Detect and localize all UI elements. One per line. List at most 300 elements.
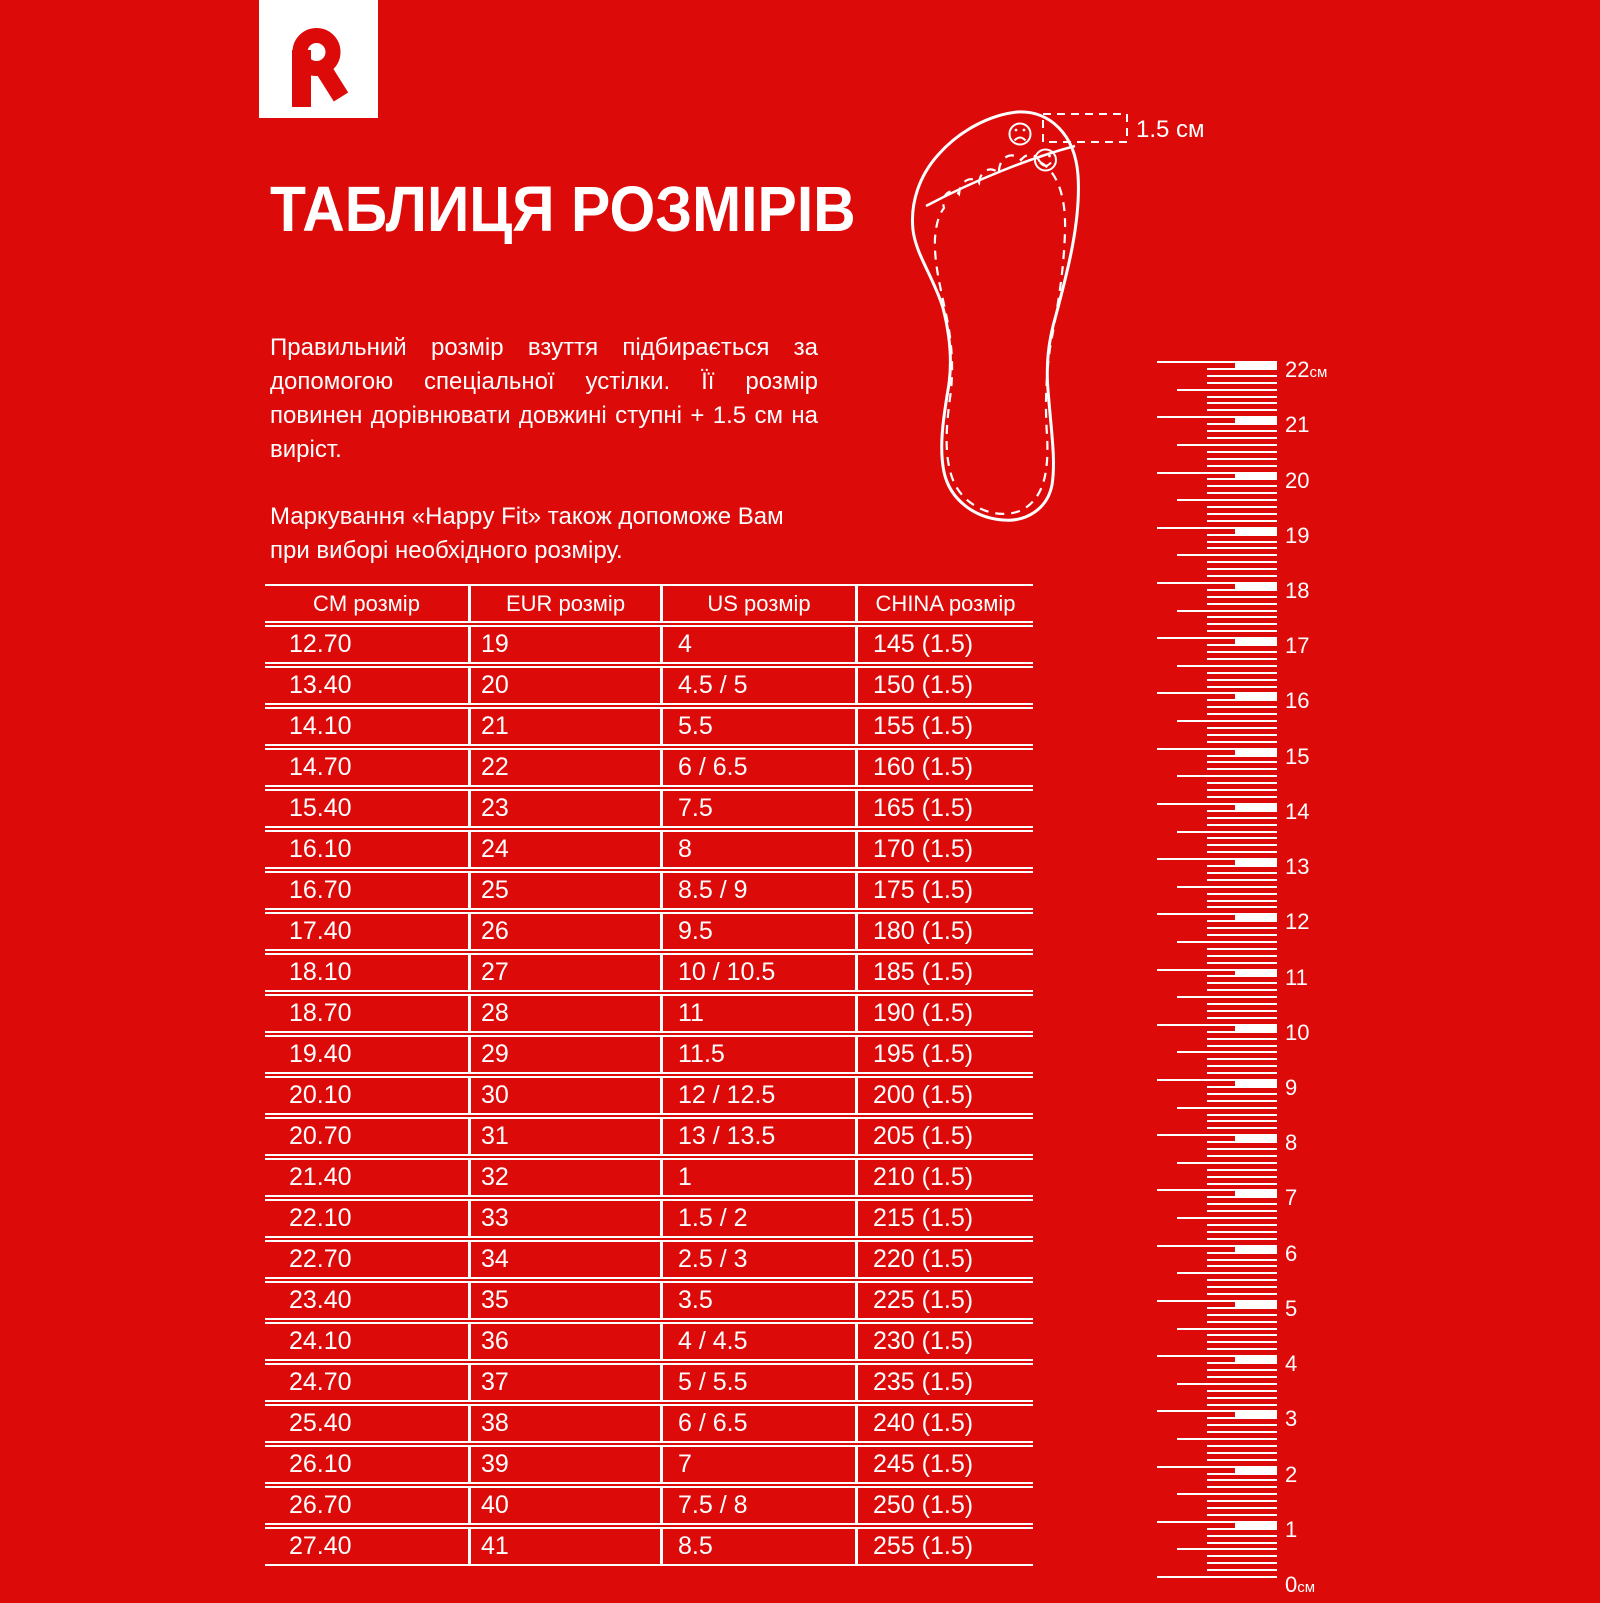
- ruler-half-tick: [1177, 996, 1277, 998]
- ruler-mm-tick: [1207, 492, 1277, 494]
- ruler-mm-tick: [1207, 603, 1277, 605]
- ruler-mm-tick: [1207, 1431, 1277, 1433]
- ruler-number: 2: [1285, 1461, 1298, 1487]
- ruler-number: 20: [1285, 467, 1310, 493]
- ruler-mm-tick: [1207, 1259, 1277, 1261]
- table-cell: 4: [663, 627, 858, 662]
- table-row: [265, 871, 1033, 910]
- ruler-mm-tick: [1207, 1038, 1277, 1040]
- ruler-mm-tick: [1207, 1017, 1277, 1019]
- table-cell: 21: [471, 709, 663, 744]
- ruler-number: 14: [1285, 798, 1310, 824]
- ruler-mm-tick: [1207, 485, 1277, 487]
- ruler-mm-tick: [1207, 1535, 1277, 1537]
- ruler-mm-tick: [1207, 1417, 1277, 1419]
- ruler-mm-tick: [1207, 409, 1277, 411]
- brand-logo: [259, 0, 378, 118]
- table-cell: 19.40: [265, 1037, 471, 1072]
- ruler-mm-tick: [1207, 948, 1277, 950]
- ruler-mm-tick: [1207, 630, 1277, 632]
- table-cell: 6 / 6.5: [663, 1406, 858, 1441]
- table-row: [265, 789, 1033, 828]
- ruler-mm-tick: [1207, 1334, 1277, 1336]
- allowance-dashed-box: [1043, 114, 1127, 142]
- table-row: [265, 994, 1033, 1033]
- ruler-number: 18: [1285, 577, 1310, 603]
- ruler-half-tick: [1177, 389, 1277, 391]
- table-cell: 5.5: [663, 709, 858, 744]
- ruler-number: 1: [1285, 1516, 1298, 1542]
- ruler-mm-tick: [1207, 1486, 1277, 1488]
- ruler-mm-tick: [1207, 679, 1277, 681]
- ruler-mm-tick: [1207, 1348, 1277, 1350]
- ruler-mm-tick: [1207, 1100, 1277, 1102]
- ruler-mm-tick: [1207, 465, 1277, 467]
- ruler-mm-tick: [1207, 1224, 1277, 1226]
- table-row: [265, 1486, 1033, 1525]
- table-cell: 155 (1.5): [873, 712, 974, 740]
- ruler-mm-tick: [1207, 561, 1277, 563]
- ruler-mm-tick: [1207, 1452, 1277, 1454]
- size-table-body: [265, 625, 1033, 1566]
- ruler-mm-tick: [1207, 451, 1277, 453]
- ruler-mm-tick: [1207, 458, 1277, 460]
- ruler-half-tick: [1177, 444, 1277, 446]
- table-cell: 3.5: [663, 1283, 858, 1318]
- ruler-mm-tick: [1207, 1362, 1277, 1364]
- table-cell: 245 (1.5): [873, 1450, 974, 1478]
- ruler-mm-tick: [1207, 1500, 1277, 1502]
- table-row: [265, 1363, 1033, 1402]
- ruler-label: [1285, 469, 1309, 493]
- table-cell: 22.70: [265, 1242, 471, 1277]
- ruler-mm-tick: [1207, 1376, 1277, 1378]
- table-cell: 170 (1.5): [873, 835, 974, 863]
- ruler-mm-tick: [1207, 1528, 1277, 1530]
- table-cell: 145 (1.5): [873, 630, 974, 658]
- ruler-half-tick: [1177, 1051, 1277, 1053]
- table-cell: 24.10: [265, 1324, 471, 1359]
- ruler-mm-tick: [1207, 1293, 1277, 1295]
- table-row: [265, 748, 1033, 787]
- ruler-mm-tick: [1207, 1196, 1277, 1198]
- ruler-mm-tick: [1207, 589, 1277, 591]
- ruler-mm-tick: [1207, 982, 1277, 984]
- ruler-mm-tick: [1207, 1155, 1277, 1157]
- ruler-number: 8: [1285, 1130, 1298, 1156]
- table-row: [265, 1404, 1033, 1443]
- ruler-mm-tick: [1207, 396, 1277, 398]
- table-cell: 11: [663, 996, 858, 1031]
- ruler-mm-tick: [1207, 1473, 1277, 1475]
- table-cell: 26: [471, 914, 663, 949]
- ruler-mm-tick: [1207, 478, 1277, 480]
- table-cell: 200 (1.5): [873, 1081, 974, 1109]
- ruler-mm-tick: [1207, 1120, 1277, 1122]
- ruler-mm-tick: [1207, 520, 1277, 522]
- ruler-label: [1285, 413, 1309, 437]
- ruler-label: [1285, 358, 1327, 385]
- ruler-mm-tick: [1207, 1176, 1277, 1178]
- sad-face-icon: [1010, 124, 1031, 145]
- table-cell: 21.40: [265, 1160, 471, 1195]
- ruler-half-tick: [1177, 720, 1277, 722]
- table-cell: 35: [471, 1283, 663, 1318]
- table-cell: 10 / 10.5: [663, 955, 858, 990]
- ruler-mm-tick: [1207, 1238, 1277, 1240]
- ruler-number: 3: [1285, 1406, 1298, 1432]
- ruler-mm-tick: [1207, 623, 1277, 625]
- table-cell: 235 (1.5): [873, 1368, 974, 1396]
- ruler-mm-tick: [1207, 402, 1277, 404]
- ruler-half-tick: [1177, 1493, 1277, 1495]
- table-row: [265, 1076, 1033, 1115]
- page-title: ТАБЛИЦЯ РОЗМІРІВ: [270, 173, 856, 245]
- ruler-mm-tick: [1207, 975, 1277, 977]
- ruler-mm-tick: [1207, 1445, 1277, 1447]
- ruler-mm-tick: [1207, 872, 1277, 874]
- column-header-us: US розмір: [663, 586, 858, 621]
- intro-text: [270, 331, 818, 568]
- table-cell: 5 / 5.5: [663, 1365, 858, 1400]
- ruler-mm-tick: [1207, 851, 1277, 853]
- ruler-mm-tick: [1207, 920, 1277, 922]
- ruler-mm-tick: [1207, 1507, 1277, 1509]
- table-cell: 27: [471, 955, 663, 990]
- table-cell: 185 (1.5): [873, 958, 974, 986]
- ruler-number: 4: [1285, 1351, 1298, 1377]
- ruler-half-tick: [1177, 941, 1277, 943]
- ruler-mm-tick: [1207, 727, 1277, 729]
- ruler-mm-tick: [1207, 1093, 1277, 1095]
- ruler-mm-tick: [1207, 437, 1277, 439]
- table-header-row: [265, 584, 1033, 623]
- table-cell: 39: [471, 1447, 663, 1482]
- table-row: [265, 912, 1033, 951]
- ruler-mm-tick: [1207, 906, 1277, 908]
- table-row: [265, 953, 1033, 992]
- ruler-half-tick: [1177, 1162, 1277, 1164]
- ruler-mm-tick: [1207, 817, 1277, 819]
- ruler-mm-tick: [1207, 1086, 1277, 1088]
- ruler-unit: см: [1309, 364, 1328, 381]
- ruler-mm-tick: [1207, 824, 1277, 826]
- table-cell: 11.5: [663, 1037, 858, 1072]
- table-cell: 32: [471, 1160, 663, 1195]
- ruler-mm-tick: [1207, 1148, 1277, 1150]
- table-cell: 8.5 / 9: [663, 873, 858, 908]
- table-cell: 23: [471, 791, 663, 826]
- ruler-mm-tick: [1207, 962, 1277, 964]
- table-cell: 220 (1.5): [873, 1245, 974, 1273]
- table-cell: 7: [663, 1447, 858, 1482]
- ruler-mm-tick: [1207, 844, 1277, 846]
- ruler-number: 21: [1285, 412, 1310, 438]
- table-cell: 6 / 6.5: [663, 750, 858, 785]
- table-cell: 1.5 / 2: [663, 1201, 858, 1236]
- ruler-half-tick: [1177, 1548, 1277, 1550]
- table-cell: 13.40: [265, 668, 471, 703]
- ruler-mm-tick: [1207, 1031, 1277, 1033]
- ruler-mm-tick: [1207, 1397, 1277, 1399]
- ruler-half-tick: [1177, 1438, 1277, 1440]
- ruler-mm-tick: [1207, 1562, 1277, 1564]
- ruler-mm-tick: [1207, 1514, 1277, 1516]
- ruler-label: [1285, 1297, 1297, 1321]
- ruler-mm-tick: [1207, 382, 1277, 384]
- table-cell: 160 (1.5): [873, 753, 974, 781]
- ruler-mm-tick: [1207, 575, 1277, 577]
- ruler-number: 0: [1285, 1572, 1298, 1598]
- ruler-mm-tick: [1207, 1065, 1277, 1067]
- table-cell: 165 (1.5): [873, 794, 974, 822]
- ruler-mm-tick: [1207, 513, 1277, 515]
- ruler-number: 9: [1285, 1075, 1298, 1100]
- ruler-mm-tick: [1207, 1072, 1277, 1074]
- ruler-label: [1285, 1352, 1297, 1376]
- table-row: [265, 1527, 1033, 1566]
- ruler-label: [1285, 1518, 1297, 1542]
- table-cell: 41: [471, 1529, 663, 1564]
- table-row: [265, 1240, 1033, 1279]
- ruler-label: [1285, 689, 1309, 713]
- table-cell: 40: [471, 1488, 663, 1523]
- ruler-mm-tick: [1207, 1286, 1277, 1288]
- table-cell: 19: [471, 627, 663, 662]
- table-cell: 240 (1.5): [873, 1409, 974, 1437]
- ruler-half-tick: [1177, 1328, 1277, 1330]
- ruler-label: [1285, 1076, 1297, 1100]
- ruler: [1157, 357, 1427, 1603]
- ruler-mm-tick: [1207, 651, 1277, 653]
- ruler-half-tick: [1177, 554, 1277, 556]
- ruler-label: [1285, 524, 1309, 548]
- ruler-label: [1285, 1021, 1309, 1045]
- table-cell: 16.10: [265, 832, 471, 867]
- table-cell: 23.40: [265, 1283, 471, 1318]
- ruler-mm-tick: [1207, 1114, 1277, 1116]
- ruler-half-tick: [1177, 1272, 1277, 1274]
- ruler-mm-tick: [1207, 1058, 1277, 1060]
- table-row: [265, 625, 1033, 664]
- ruler-mm-tick: [1207, 1479, 1277, 1481]
- table-row: [265, 1035, 1033, 1074]
- table-row: [265, 1158, 1033, 1197]
- table-cell: 225 (1.5): [873, 1286, 974, 1314]
- ruler-number: 10: [1285, 1019, 1310, 1045]
- ruler-mm-tick: [1207, 734, 1277, 736]
- table-cell: 29: [471, 1037, 663, 1072]
- ruler-mm-tick: [1207, 1203, 1277, 1205]
- table-cell: 1: [663, 1160, 858, 1195]
- table-cell: 18.70: [265, 996, 471, 1031]
- toe-line: [926, 146, 1075, 206]
- ruler-mm-tick: [1207, 658, 1277, 660]
- ruler-label: [1285, 1573, 1315, 1600]
- ruler-number: 16: [1285, 688, 1310, 714]
- table-cell: 8.5: [663, 1529, 858, 1564]
- ruler-mm-tick: [1207, 1459, 1277, 1461]
- ruler-mm-tick: [1207, 782, 1277, 784]
- ruler-mm-tick: [1207, 686, 1277, 688]
- ruler-mm-tick: [1207, 596, 1277, 598]
- ruler-number: 15: [1285, 743, 1310, 769]
- ruler-mm-tick: [1207, 768, 1277, 770]
- table-cell: 31: [471, 1119, 663, 1154]
- ruler-mm-tick: [1207, 672, 1277, 674]
- ruler-label: [1285, 745, 1309, 769]
- table-cell: 14.70: [265, 750, 471, 785]
- table-cell: 2.5 / 3: [663, 1242, 858, 1277]
- table-cell: 215 (1.5): [873, 1204, 974, 1232]
- ruler-half-tick: [1177, 831, 1277, 833]
- table-cell: 15.40: [265, 791, 471, 826]
- ruler-mm-tick: [1207, 699, 1277, 701]
- ruler-mm-tick: [1207, 1169, 1277, 1171]
- ruler-half-tick: [1177, 886, 1277, 888]
- table-cell: 22.10: [265, 1201, 471, 1236]
- table-cell: 8: [663, 832, 858, 867]
- ruler-mm-tick: [1207, 900, 1277, 902]
- table-cell: 190 (1.5): [873, 999, 974, 1027]
- ruler-mm-tick: [1207, 1321, 1277, 1323]
- ruler-mm-tick: [1207, 810, 1277, 812]
- ruler-mm-tick: [1207, 741, 1277, 743]
- table-cell: 34: [471, 1242, 663, 1277]
- ruler-number: 6: [1285, 1240, 1298, 1266]
- table-row: [265, 1445, 1033, 1484]
- column-header-china: CHINA розмір: [875, 590, 1016, 616]
- foot-outline-dashed: [935, 155, 1065, 514]
- ruler-mm-tick: [1207, 789, 1277, 791]
- table-cell: 255 (1.5): [873, 1532, 974, 1560]
- table-cell: 195 (1.5): [873, 1040, 974, 1068]
- allowance-label: 1.5 см: [1136, 116, 1205, 143]
- table-cell: 4.5 / 5: [663, 668, 858, 703]
- table-cell: 205 (1.5): [873, 1122, 974, 1150]
- intro-paragraph-2: Маркування «Happy Fit» також допоможе Вам при виборі необхідного розміру.: [270, 503, 784, 564]
- ruler-mm-tick: [1207, 1341, 1277, 1343]
- table-row: [265, 830, 1033, 869]
- ruler-label: [1285, 1407, 1297, 1431]
- ruler-mm-tick: [1207, 375, 1277, 377]
- table-cell: 24.70: [265, 1365, 471, 1400]
- table-cell: 18.10: [265, 955, 471, 990]
- ruler-unit: см: [1297, 1579, 1316, 1597]
- intro-paragraph-1: Правильний розмір взуття підбирається за допомогою спеціальної устілки. Її розмір повинен дорівнювати довжині ступні + 1.5 см на виріст.: [270, 334, 818, 463]
- table-row: [265, 1117, 1033, 1156]
- table-cell: 16.70: [265, 873, 471, 908]
- ruler-mm-tick: [1207, 1307, 1277, 1309]
- ruler-mm-tick: [1207, 1127, 1277, 1129]
- ruler-mm-tick: [1207, 1569, 1277, 1571]
- ruler-mm-tick: [1207, 506, 1277, 508]
- table-cell: 7.5: [663, 791, 858, 826]
- ruler-mm-tick: [1207, 989, 1277, 991]
- ruler-number: 22: [1285, 357, 1310, 382]
- ruler-mm-tick: [1207, 368, 1277, 370]
- ruler-mm-tick: [1207, 1390, 1277, 1392]
- table-cell: 20.10: [265, 1078, 471, 1113]
- ruler-mm-tick: [1207, 1252, 1277, 1254]
- ruler-mm-tick: [1207, 893, 1277, 895]
- column-header-cm: CM розмір: [265, 586, 471, 621]
- table-cell: 37: [471, 1365, 663, 1400]
- ruler-number: 5: [1285, 1295, 1298, 1321]
- ruler-mm-tick: [1207, 616, 1277, 618]
- table-cell: 36: [471, 1324, 663, 1359]
- table-cell: 180 (1.5): [873, 917, 974, 945]
- ruler-mm-tick: [1207, 1210, 1277, 1212]
- ruler-mm-tick: [1207, 1183, 1277, 1185]
- ruler-number: 17: [1285, 633, 1310, 659]
- ruler-mm-tick: [1207, 927, 1277, 929]
- ruler-mm-tick: [1207, 1003, 1277, 1005]
- table-row: [265, 666, 1033, 705]
- ruler-label: [1285, 910, 1309, 934]
- table-cell: 25: [471, 873, 663, 908]
- table-cell: 17.40: [265, 914, 471, 949]
- ruler-mm-tick: [1207, 534, 1277, 536]
- ruler-mm-tick: [1207, 430, 1277, 432]
- table-cell: 12 / 12.5: [663, 1078, 858, 1113]
- table-cell: 38: [471, 1406, 663, 1441]
- ruler-half-tick: [1177, 610, 1277, 612]
- ruler-mm-tick: [1207, 644, 1277, 646]
- ruler-mm-tick: [1207, 955, 1277, 957]
- ruler-mm-tick: [1207, 706, 1277, 708]
- table-cell: 150 (1.5): [873, 671, 974, 699]
- table-row: [265, 1322, 1033, 1361]
- ruler-mm-tick: [1207, 541, 1277, 543]
- ruler-mm-tick: [1207, 1141, 1277, 1143]
- table-cell: 14.10: [265, 709, 471, 744]
- ruler-mm-tick: [1207, 1045, 1277, 1047]
- ruler-mm-tick: [1207, 755, 1277, 757]
- table-cell: 22: [471, 750, 663, 785]
- ruler-half-tick: [1177, 775, 1277, 777]
- ruler-half-tick: [1177, 1383, 1277, 1385]
- ruler-label: [1285, 1131, 1297, 1155]
- table-cell: 7.5 / 8: [663, 1488, 858, 1523]
- ruler-number: 13: [1285, 854, 1310, 880]
- ruler-mm-tick: [1207, 568, 1277, 570]
- ruler-mm-tick: [1207, 761, 1277, 763]
- ruler-mm-tick: [1207, 1010, 1277, 1012]
- ruler-mm-tick: [1207, 1542, 1277, 1544]
- size-table: [265, 584, 1033, 1568]
- ruler-number: 19: [1285, 522, 1310, 548]
- table-row: [265, 1281, 1033, 1320]
- ruler-mm-tick: [1207, 547, 1277, 549]
- ruler-mm-tick: [1207, 1555, 1277, 1557]
- table-cell: 27.40: [265, 1529, 471, 1564]
- table-cell: 12.70: [265, 627, 471, 662]
- ruler-label: [1285, 634, 1309, 658]
- table-cell: 26.10: [265, 1447, 471, 1482]
- table-cell: 13 / 13.5: [663, 1119, 858, 1154]
- ruler-mm-tick: [1207, 879, 1277, 881]
- ruler-mm-tick: [1207, 1231, 1277, 1233]
- ruler-cm-tick: [1157, 1576, 1277, 1578]
- ruler-mm-tick: [1207, 934, 1277, 936]
- table-cell: 210 (1.5): [873, 1163, 974, 1191]
- ruler-mm-tick: [1207, 837, 1277, 839]
- ruler-label: [1285, 855, 1309, 879]
- ruler-label: [1285, 1186, 1297, 1210]
- table-cell: 26.70: [265, 1488, 471, 1523]
- table-cell: 24: [471, 832, 663, 867]
